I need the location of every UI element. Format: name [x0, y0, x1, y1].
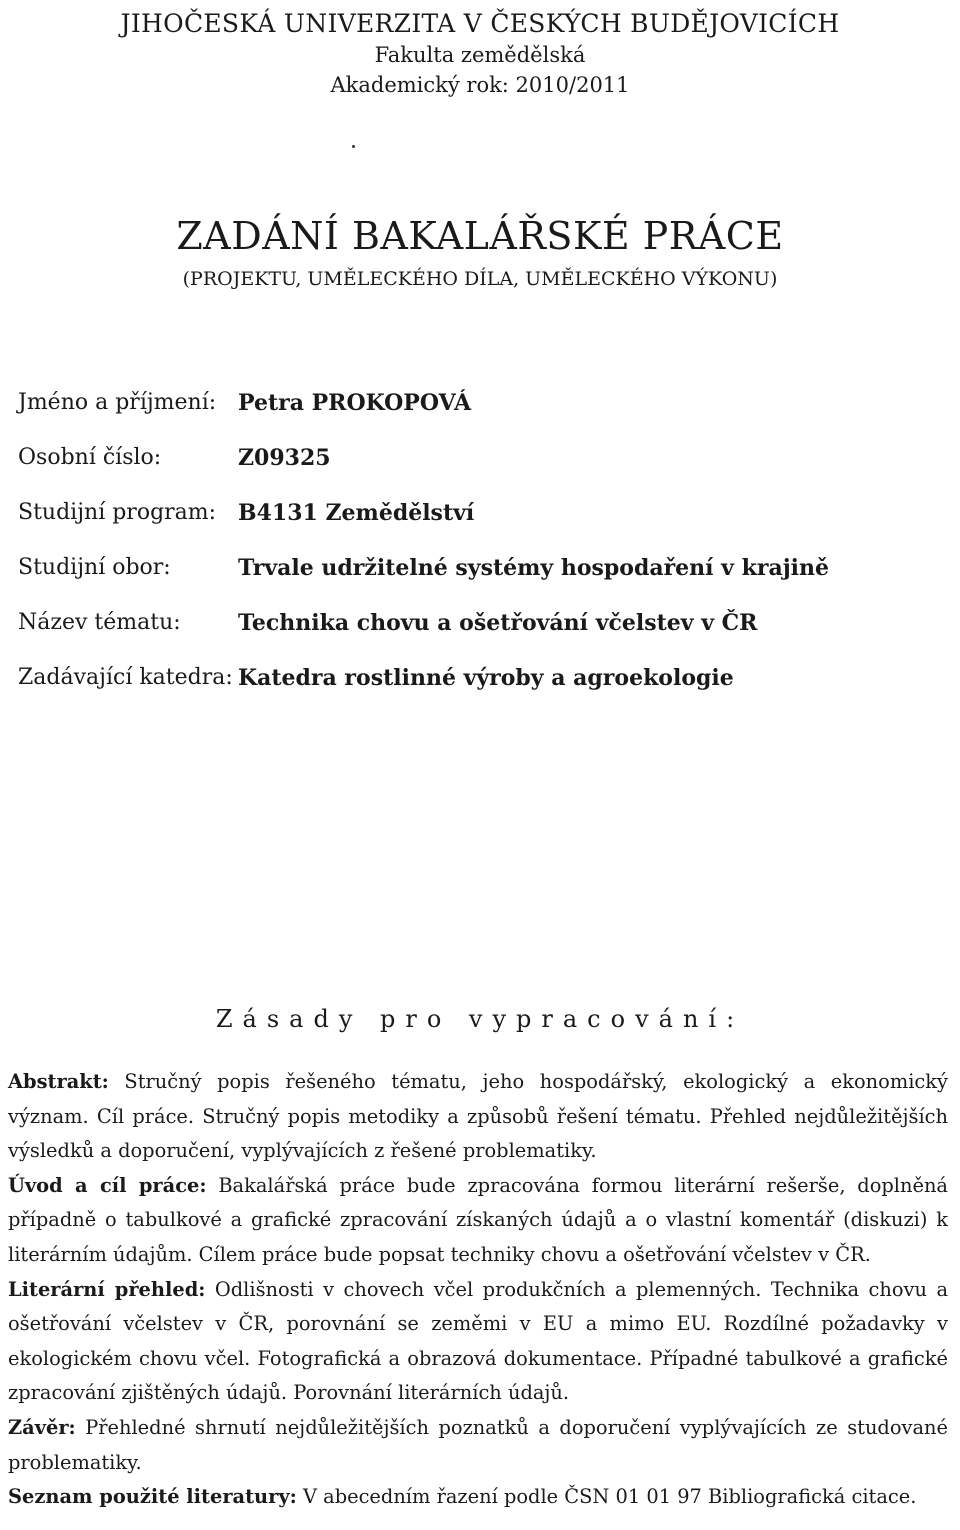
info-label: Studijní obor:: [18, 555, 171, 580]
section-references: [8, 1480, 948, 1515]
info-value: Trvale udržitelné systémy hospodaření v krajině: [238, 555, 830, 581]
document-subtitle: (PROJEKTU, UMĚLECKÉHO DÍLA, UMĚLECKÉHO VÝKONU): [182, 268, 778, 290]
info-value: B4131 Zemědělství: [238, 500, 475, 526]
info-row-topic: [18, 605, 948, 660]
document-title: ZADÁNÍ BAKALÁŘSKÉ PRÁCE: [176, 214, 784, 258]
section-text: Přehledné shrnutí nejdůležitějších poznatků a doporučení vyplývajících ze studované problematiky.: [8, 1415, 948, 1474]
section-literature-review: [8, 1273, 948, 1411]
info-label: Název tématu:: [18, 610, 181, 635]
section-lead: Závěr:: [8, 1415, 76, 1439]
section-conclusion: [8, 1411, 948, 1480]
info-label: Jméno a příjmení:: [18, 390, 217, 415]
info-label: Zadávající katedra:: [18, 665, 233, 690]
section-introduction: [8, 1169, 948, 1273]
info-value: Katedra rostlinné výroby a agroekologie: [238, 665, 734, 691]
section-text: V abecedním řazení podle ČSN 01 01 97 Bibliografická citace.: [296, 1485, 917, 1509]
faculty-name: Fakulta zemědělská: [374, 43, 586, 67]
section-text: Odlišnosti v chovech včel produkčních a plemenných. Technika chovu a ošetřování včelstev v ČR, porovnání se zeměmi v EU a mimo EU. Rozdílné požadavky v ekologickém chovu včel. Fotografická a obrazová dokumentace. Případné tabulkové a grafické zpracování zjištěných údajů. Porovnání literárních údajů.: [8, 1277, 948, 1405]
info-value: Petra PROKOPOVÁ: [238, 390, 472, 416]
section-lead: Abstrakt:: [8, 1070, 109, 1093]
document-header: [0, 8, 960, 100]
info-row-name: [18, 385, 948, 440]
title-block: [0, 212, 960, 294]
section-text: Stručný popis řešeného tématu, jeho hospodářský, ekologický a ekonomický význam. Cíl práce. Stručný popis metodiky a způsobů řešení tématu. Přehled nejdůležitějších výsledků a doporučení, vyplývajících z řešené problematiky.: [8, 1070, 948, 1163]
principles-body: [8, 1065, 948, 1515]
section-lead: Seznam použité literatury:: [8, 1485, 297, 1509]
info-row-department: [18, 660, 948, 715]
university-name: JIHOČESKÁ UNIVERZITA V ČESKÝCH BUDĚJOVICÍCH: [120, 9, 840, 38]
section-abstract: [8, 1065, 948, 1169]
info-value: Z09325: [238, 445, 331, 471]
info-row-study-program: [18, 495, 948, 550]
info-label: Osobní číslo:: [18, 445, 162, 470]
principles-heading: Zásady pro vypracování:: [215, 1005, 745, 1033]
info-row-study-field: [18, 550, 948, 605]
scan-speck: [352, 145, 355, 148]
section-lead: Literární přehled:: [8, 1277, 206, 1301]
info-label: Studijní program:: [18, 500, 217, 525]
section-lead: Úvod a cíl práce:: [8, 1173, 207, 1197]
info-row-personal-number: [18, 440, 948, 495]
info-value: Technika chovu a ošetřování včelstev v ČR: [238, 610, 758, 636]
academic-year: Akademický rok: 2010/2011: [330, 73, 630, 97]
student-info: [18, 385, 948, 715]
section-text: Bakalářská práce bude zpracována formou literární rešerše, doplněná případně o tabulkové a grafické zpracování získaných údajů a o vlastní komentář (diskuzi) k literárním údajům. Cílem práce bude popsat techniky chovu a ošetřování včelstev v ČR.: [8, 1173, 948, 1266]
